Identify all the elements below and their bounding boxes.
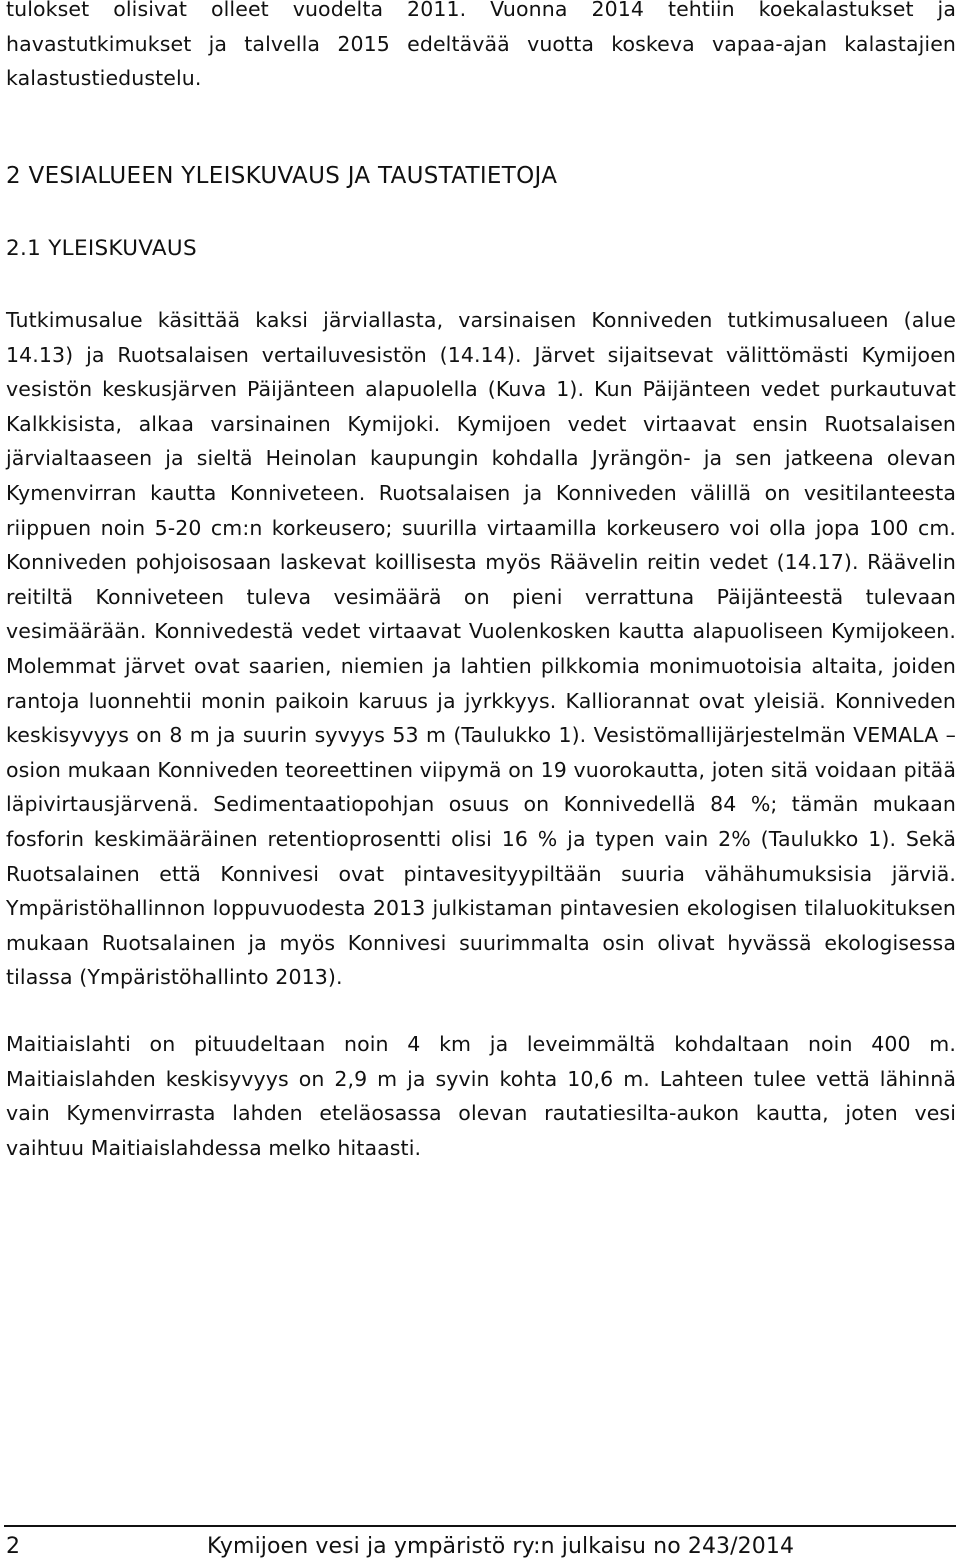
footer-publication: Kymijoen vesi ja ympäristö ry:n julkaisu no 243/2014 bbox=[207, 1534, 795, 1559]
body-paragraph-2: Maitiaislahti on pituudeltaan noin 4 km ja leveimmältä kohdaltaan noin 400 m. Maitiaislahden keskisyvyys on 2,9 m ja syvin kohta 10,6 m. Lahteen tulee vettä lähinnä vain Kymenvirrasta lahden eteläosassa olevan rautatiesilta-aukon kautta, joten vesi vaihtuu Maitiaislahdessa melko hitaasti. bbox=[6, 1032, 956, 1160]
subsection-heading: 2.1 YLEISKUVAUS bbox=[6, 236, 197, 261]
footer-divider bbox=[4, 1525, 956, 1527]
section-heading: 2 VESIALUEEN YLEISKUVAUS JA TAUSTATIETOJA bbox=[6, 163, 558, 189]
intro-paragraph: tulokset olisivat olleet vuodelta 2011. Vuonna 2014 tehtiin koekalastukset ja havastutkimukset ja talvella 2015 edeltävää vuotta koskeva vapaa-ajan kalastajien kalastustiedustelu. bbox=[6, 0, 956, 91]
body-paragraph-1: Tutkimusalue käsittää kaksi järviallasta, varsinaisen Konniveden tutkimusalueen (alue 14.13) ja Ruotsalaisen vertailuvesistön (14.14). Järvet sijaitsevat välittömästi Kymijoen vesistön keskusjärven Päijänteen alapuolella (Kuva 1). Kun Päijänteen vedet purkautuvat Kalkkisista, alkaa varsinainen Kymijoki. Kymijoen vedet virtaavat ensin Ruotsalaisen järvialtaaseen ja sieltä Heinolan kaupungin kohdalla Jyrängön- ja sen jatkeena olevan Kymenvirran kautta Konniveteen. Ruotsalaisen ja Konniveden välillä on vesitilanteesta riippuen noin 5-20 cm:n korkeusero; suurilla virtaamilla korkeusero voi olla jopa 100 cm. Konniveden pohjoisosaan laskevat koillisesta myös Räävelin reitin vedet (14.17). Räävelin reitiltä Konniveteen tuleva vesimäärä on pieni verrattuna Päijänteestä tulevaan vesimäärään. Konnivedestä vedet virtaavat Vuolenkosken kautta alapuoliseen Kymijokeen. Molemmat järvet ovat saarien, niemien ja lahtien pilkkomia monimuotoisia altaita, joiden rantoja luonnehtii monin paikoin karuus ja jyrkkyys. Kalliorannat ovat yleisiä. Konniveden keskisyvyys on 8 m ja suurin syvyys 53 m (Taulukko 1). Vesistömallijärjestelmän VEMALA –osion mukaan Konniveden teoreettinen viipymä on 19 vuorokautta, joten sitä voidaan pitää läpivirtausjärvenä. Sedimentaatiopohjan osuus on Konnivedellä 84 %; tämän mukaan fosforin keskimääräinen retentioprosentti olisi 16 % ja typen vain 2% (Taulukko 1). Sekä Ruotsalainen että Konnivesi ovat pintavesityypiltään suuria vähähumuksisia järviä. Ympäristöhallinnon loppuvuodesta 2013 julkistaman pintavesien ekologisen tilaluokituksen mukaan Ruotsalainen ja myös Konnivesi suurimmalta osin olivat hyvässä ekologisessa tilassa (Ympäristöhallinto 2013). bbox=[6, 308, 956, 990]
footer-page-number: 2 bbox=[6, 1534, 20, 1559]
